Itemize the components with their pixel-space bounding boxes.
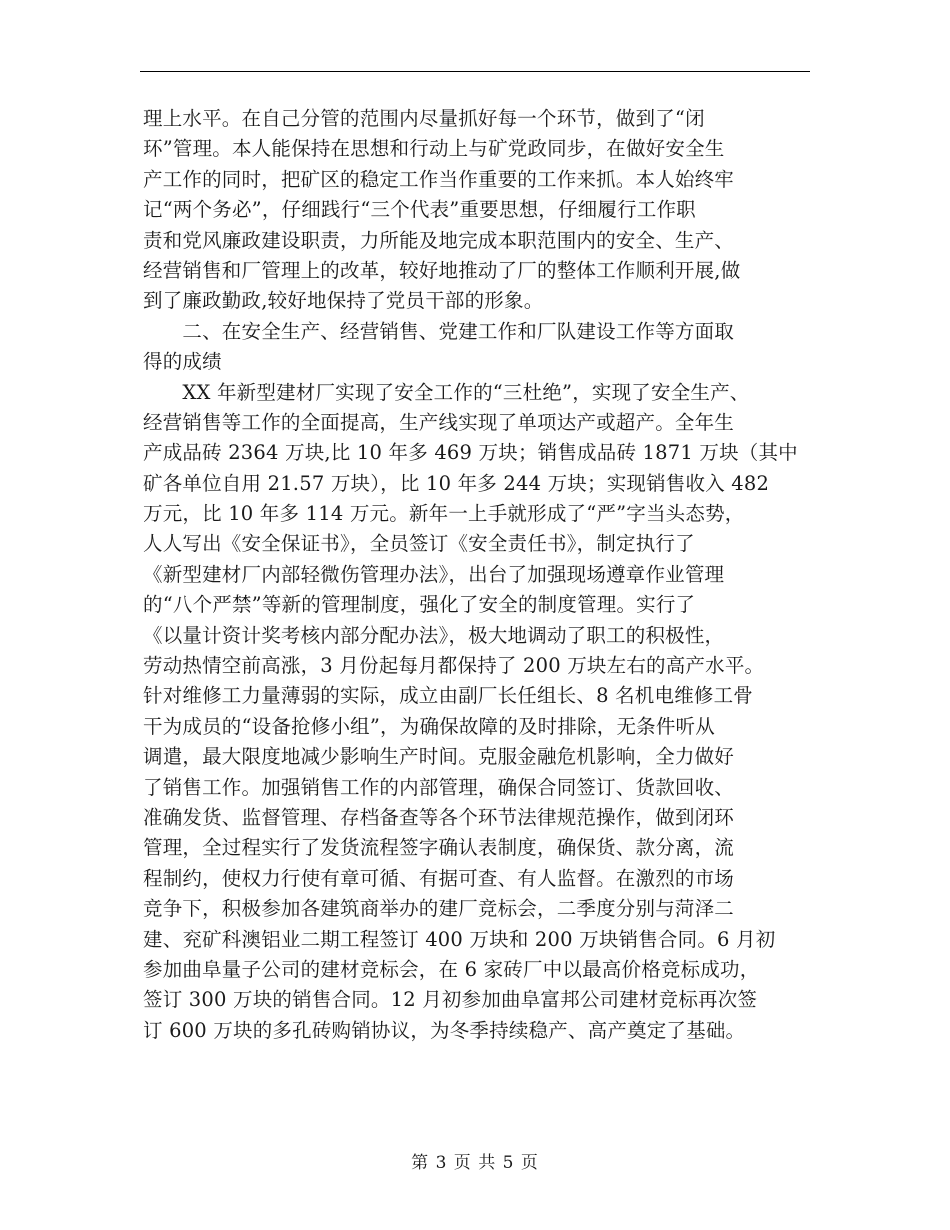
text-line: 记“两个务必”，仔细践行“三个代表”重要思想，仔细履行工作职 bbox=[143, 198, 696, 222]
text-line: 管理，全过程实行了发货流程签字确认表制度，确保货、款分离，流 bbox=[143, 836, 735, 860]
text-line: 《新型建材厂内部轻微伤管理办法》，出台了加强现场遵章作业管理 bbox=[143, 562, 725, 586]
text-line: 劳动热情空前高涨，3 月份起每月都保持了 200 万块左右的高产水平。 bbox=[143, 654, 765, 678]
text-line: 订 600 万块的多孔砖购销协议，为冬季持续稳产、高产奠定了基础。 bbox=[143, 1018, 746, 1042]
text-line: 矿各单位自用 21.57 万块），比 10 年多 244 万块；实现销售收入 482 bbox=[143, 471, 770, 495]
text-line: 干为成员的“设备抢修小组”，为确保故障的及时排除，无条件听从 bbox=[143, 714, 715, 738]
text-line: 建、兖矿科澳铝业二期工程签订 400 万块和 200 万块销售合同。6 月初 bbox=[143, 927, 776, 951]
text-line: 理上水平。在自己分管的范围内尽量抓好每一个环节，做到了“闭 bbox=[143, 107, 705, 130]
text-line: 到了廉政勤政,较好地保持了党员干部的形象。 bbox=[143, 289, 544, 313]
text-line: 程制约，使权力行使有章可循、有据可查、有人监督。在激烈的市场 bbox=[143, 866, 735, 890]
text-line: XX 年新型建材厂实现了安全工作的“三杜绝”，实现了安全生产、 bbox=[143, 380, 750, 404]
text-line: 《以量计资计奖考核内部分配办法》，极大地调动了职工的积极性， bbox=[143, 623, 725, 647]
text-line: 调遣，最大限度地减少影响生产时间。克服金融危机影响，全力做好 bbox=[143, 745, 735, 769]
text-line: 环”管理。本人能保持在思想和行动上与矿党政同步，在做好安全生 bbox=[143, 137, 725, 161]
section-heading-line: 得的成绩 bbox=[143, 350, 222, 374]
text-line: 责和党风廉政建设职责，力所能及地完成本职范围内的安全、生产、 bbox=[143, 228, 735, 252]
text-line: 经营销售和厂管理上的改革，较好地推动了厂的整体工作顺利开展,做 bbox=[143, 258, 741, 282]
text-line: 万元，比 10 年多 114 万元。新年一上手就形成了“严”字当头态势， bbox=[143, 502, 745, 526]
text-line: 了销售工作。加强销售工作的内部管理，确保合同签订、货款回收、 bbox=[143, 775, 735, 799]
header-rule bbox=[140, 71, 810, 72]
text-line: 竞争下，积极参加各建筑商举办的建厂竞标会，二季度分别与菏泽二 bbox=[143, 897, 735, 921]
text-line: 产工作的同时，把矿区的稳定工作当作重要的工作来抓。本人始终牢 bbox=[143, 167, 735, 191]
page-number-footer: 第 3 页 共 5 页 bbox=[411, 1153, 539, 1173]
text-line: 准确发货、监督管理、存档备查等各个环节法律规范操作，做到闭环 bbox=[143, 805, 735, 829]
text-line: 经营销售等工作的全面提高，生产线实现了单项达产或超产。全年生 bbox=[143, 410, 735, 434]
text-line: 参加曲阜量子公司的建材竞标会，在 6 家砖厂中以最高价格竞标成功， bbox=[143, 957, 760, 981]
text-line: 针对维修工力量薄弱的实际，成立由副厂长任组长、8 名机电维修工骨 bbox=[143, 684, 754, 708]
section-heading-line: 二、在安全生产、经营销售、党建工作和厂队建设工作等方面取 bbox=[143, 319, 735, 343]
text-line: 人人写出《安全保证书》，全员签订《安全责任书》，制定执行了 bbox=[143, 532, 695, 556]
text-line: 产成品砖 2364 万块,比 10 年多 469 万块；销售成品砖 1871 万块（其中 bbox=[143, 441, 798, 465]
text-line: 签订 300 万块的销售合同。12 月初参加曲阜富邦公司建材竞标再次签 bbox=[143, 988, 758, 1012]
body-text bbox=[143, 104, 823, 1046]
text-line: 的“八个严禁”等新的管理制度，强化了安全的制度管理。实行了 bbox=[143, 593, 696, 617]
